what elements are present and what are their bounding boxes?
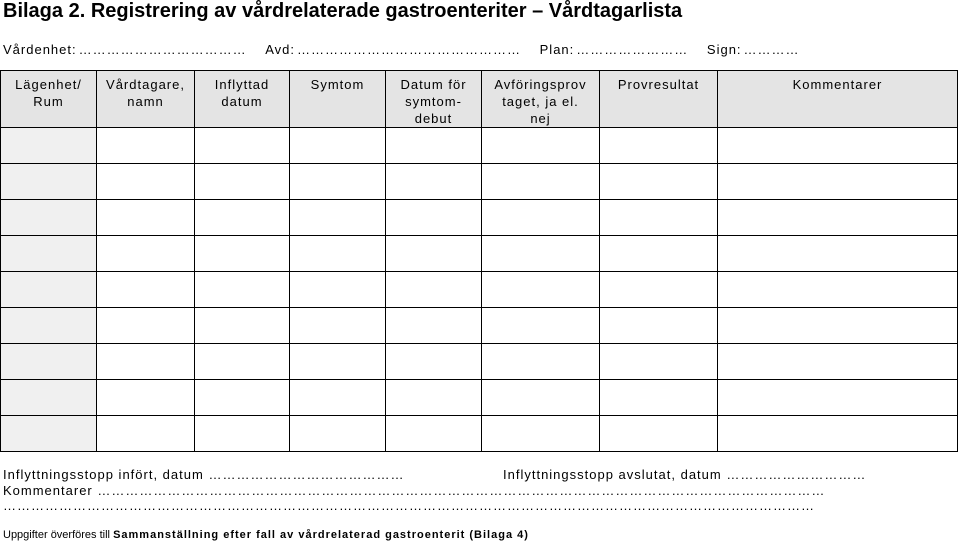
cell-moved-in-date[interactable] <box>195 236 290 272</box>
cell-patient-name[interactable] <box>97 416 195 452</box>
patient-list-table <box>0 70 958 452</box>
stop-dates-line <box>3 467 953 482</box>
column-header-onset-date: Datum för symtom- debut <box>386 71 482 128</box>
table-row <box>1 344 958 380</box>
cell-onset-date[interactable] <box>386 200 482 236</box>
cell-onset-date[interactable] <box>386 236 482 272</box>
cell-moved-in-date[interactable] <box>195 416 290 452</box>
cell-moved-in-date[interactable] <box>195 308 290 344</box>
stop-end-field[interactable]: ………………………… <box>726 467 867 482</box>
cell-symptom[interactable] <box>290 344 386 380</box>
transfer-note <box>3 529 953 541</box>
stop-start-label: Inflyttningsstopp infört, datum <box>3 467 204 482</box>
stop-end-label: Inflyttningsstopp avslutat, datum <box>503 467 722 482</box>
cell-stool-sample[interactable] <box>482 380 600 416</box>
table-row <box>1 200 958 236</box>
cell-moved-in-date[interactable] <box>195 128 290 164</box>
cell-test-result[interactable] <box>600 200 718 236</box>
cell-stool-sample[interactable] <box>482 164 600 200</box>
cell-patient-name[interactable] <box>97 128 195 164</box>
cell-stool-sample[interactable] <box>482 416 600 452</box>
cell-symptom[interactable] <box>290 380 386 416</box>
column-header-test-result: Provresultat <box>600 71 718 128</box>
table-row <box>1 272 958 308</box>
cell-patient-name[interactable] <box>97 200 195 236</box>
transfer-note-target: Sammanställning efter fall av vårdrelaterad gastroenterit (Bilaga 4) <box>113 529 529 541</box>
cell-test-result[interactable] <box>600 380 718 416</box>
cell-onset-date[interactable] <box>386 164 482 200</box>
comments-line <box>3 483 953 498</box>
cell-room[interactable] <box>1 308 97 344</box>
cell-symptom[interactable] <box>290 164 386 200</box>
table-row <box>1 236 958 272</box>
cell-comments[interactable] <box>718 236 958 272</box>
cell-stool-sample[interactable] <box>482 128 600 164</box>
cell-onset-date[interactable] <box>386 344 482 380</box>
table-row <box>1 164 958 200</box>
cell-test-result[interactable] <box>600 128 718 164</box>
sign-field[interactable]: ………… <box>743 42 800 57</box>
cell-room[interactable] <box>1 236 97 272</box>
table-body <box>1 128 958 452</box>
cell-room[interactable] <box>1 380 97 416</box>
cell-comments[interactable] <box>718 380 958 416</box>
table-row <box>1 380 958 416</box>
cell-patient-name[interactable] <box>97 236 195 272</box>
cell-onset-date[interactable] <box>386 380 482 416</box>
cell-symptom[interactable] <box>290 128 386 164</box>
cell-room[interactable] <box>1 344 97 380</box>
column-header-room: Lägenhet/ Rum <box>1 71 97 128</box>
cell-comments[interactable] <box>718 200 958 236</box>
cell-room[interactable] <box>1 200 97 236</box>
cell-moved-in-date[interactable] <box>195 380 290 416</box>
comments-field[interactable]: ………………………………………………………………………………………………………………………………………… <box>97 483 826 498</box>
floor-field[interactable]: …………………… <box>576 42 689 57</box>
comments-label: Kommentarer <box>3 483 93 498</box>
cell-stool-sample[interactable] <box>482 272 600 308</box>
cell-onset-date[interactable] <box>386 416 482 452</box>
cell-patient-name[interactable] <box>97 380 195 416</box>
cell-patient-name[interactable] <box>97 344 195 380</box>
column-header-patient-name: Vårdtagare, namn <box>97 71 195 128</box>
cell-moved-in-date[interactable] <box>195 164 290 200</box>
column-header-symptom: Symtom <box>290 71 386 128</box>
column-header-moved-in-date: Inflyttad datum <box>195 71 290 128</box>
stop-start-field[interactable]: …………………………………… <box>208 467 405 482</box>
cell-moved-in-date[interactable] <box>195 272 290 308</box>
cell-comments[interactable] <box>718 128 958 164</box>
cell-onset-date[interactable] <box>386 128 482 164</box>
cell-moved-in-date[interactable] <box>195 344 290 380</box>
cell-test-result[interactable] <box>600 236 718 272</box>
cell-stool-sample[interactable] <box>482 308 600 344</box>
sign-label: Sign: <box>706 42 742 57</box>
comments-field-line-2[interactable]: ………………………………………………………………………………………………………………………………………………………… <box>3 498 815 513</box>
cell-test-result[interactable] <box>600 272 718 308</box>
cell-onset-date[interactable] <box>386 308 482 344</box>
page-title: Bilaga 2. Registrering av vårdrelaterade gastroenteriter – Vårdtagarlista <box>3 0 683 22</box>
cell-test-result[interactable] <box>600 416 718 452</box>
cell-room[interactable] <box>1 272 97 308</box>
cell-comments[interactable] <box>718 308 958 344</box>
cell-comments[interactable] <box>718 344 958 380</box>
header-fields <box>3 42 953 57</box>
cell-moved-in-date[interactable] <box>195 200 290 236</box>
cell-room[interactable] <box>1 416 97 452</box>
transfer-note-prefix: Uppgifter överföres till <box>3 529 110 541</box>
cell-stool-sample[interactable] <box>482 200 600 236</box>
column-header-comments: Kommentarer <box>718 71 958 128</box>
cell-symptom[interactable] <box>290 272 386 308</box>
cell-patient-name[interactable] <box>97 164 195 200</box>
cell-onset-date[interactable] <box>386 272 482 308</box>
cell-comments[interactable] <box>718 272 958 308</box>
floor-label: Plan: <box>539 42 575 57</box>
cell-symptom[interactable] <box>290 416 386 452</box>
ward-field[interactable]: ………………………………………… <box>297 42 522 57</box>
column-header-stool-sample: Avföringsprov taget, ja el. nej <box>482 71 600 128</box>
unit-label: Vårdenhet: <box>3 42 77 57</box>
cell-comments[interactable] <box>718 164 958 200</box>
table-row <box>1 416 958 452</box>
cell-stool-sample[interactable] <box>482 344 600 380</box>
cell-comments[interactable] <box>718 416 958 452</box>
cell-test-result[interactable] <box>600 344 718 380</box>
table-row <box>1 308 958 344</box>
cell-test-result[interactable] <box>600 308 718 344</box>
cell-room[interactable] <box>1 128 97 164</box>
cell-room[interactable] <box>1 164 97 200</box>
cell-patient-name[interactable] <box>97 308 195 344</box>
cell-stool-sample[interactable] <box>482 236 600 272</box>
table-header-row <box>1 71 958 128</box>
cell-symptom[interactable] <box>290 308 386 344</box>
cell-symptom[interactable] <box>290 200 386 236</box>
unit-field[interactable]: ……………………………… <box>78 42 247 57</box>
cell-symptom[interactable] <box>290 236 386 272</box>
ward-label: Avd: <box>265 42 296 57</box>
cell-patient-name[interactable] <box>97 272 195 308</box>
table-row <box>1 128 958 164</box>
cell-test-result[interactable] <box>600 164 718 200</box>
